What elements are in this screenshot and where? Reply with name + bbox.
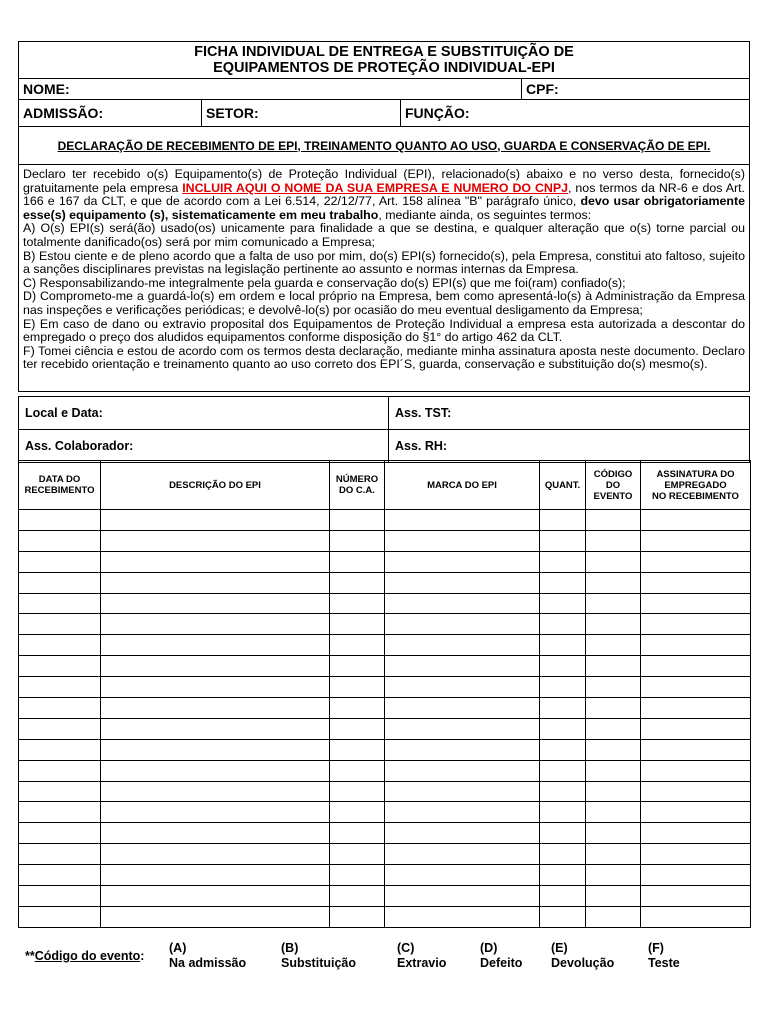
table-cell[interactable]: [540, 718, 586, 739]
table-row: [19, 635, 751, 656]
table-cell[interactable]: [385, 844, 540, 865]
header-line: NÚMERO: [335, 474, 379, 485]
table-cell[interactable]: [101, 844, 330, 865]
legend-code: (A): [169, 941, 187, 955]
intro-part-a: Declaro ter recebido o(s) Equipamento(s) de Proteção Individual (EPI), relacionado(s) abaixo e no verso desta, fornecido(s) gratuitamente pela empresa: [23, 167, 745, 195]
table-cell[interactable]: [586, 739, 641, 760]
term-e: E) Em caso de dano ou extravio proposital dos Equipamentos de Proteção Individual a empresa esta autorizada a descontar do empregado o preço dos aludidos equipamentos conforme disposição do §1° do artigo 462 da CLT.: [23, 316, 745, 345]
table-cell[interactable]: [586, 530, 641, 551]
table-cell[interactable]: [101, 656, 330, 677]
table-cell[interactable]: [101, 823, 330, 844]
table-cell[interactable]: [385, 635, 540, 656]
setor-field[interactable]: [202, 100, 401, 126]
header-line: DO C.A.: [339, 485, 375, 496]
table-cell[interactable]: [586, 635, 641, 656]
table-cell[interactable]: [641, 698, 751, 719]
header-marca: [385, 461, 540, 510]
table-cell[interactable]: [330, 865, 385, 886]
admissao-field[interactable]: [19, 100, 202, 126]
table-cell[interactable]: [330, 656, 385, 677]
legend-code: (D): [480, 941, 498, 955]
table-row: [19, 551, 751, 572]
table-cell[interactable]: [101, 886, 330, 907]
epi-form: [18, 41, 750, 392]
table-cell[interactable]: [540, 823, 586, 844]
table-cell[interactable]: [540, 530, 586, 551]
table-cell[interactable]: [330, 510, 385, 531]
table-cell[interactable]: [385, 886, 540, 907]
table-cell[interactable]: [586, 906, 641, 927]
table-row: [19, 739, 751, 760]
table-cell[interactable]: [330, 886, 385, 907]
table-cell[interactable]: [385, 906, 540, 927]
cpf-field[interactable]: [522, 79, 749, 99]
legend-item-e: [551, 941, 614, 971]
term-f: F) Tomei ciência e estou de acordo com os termos desta declaração, mediante minha assinatura aposta neste documento. Declaro ter recebido orientação e treinamento quanto ao uso correto dos EPI´S, guarda, conservação e substituição do(s) mesmo(s).: [23, 343, 745, 372]
table-row: [19, 510, 751, 531]
table-row: [19, 844, 751, 865]
table-cell[interactable]: [540, 635, 586, 656]
admissao-label: ADMISSÃO:: [23, 105, 104, 121]
table-cell[interactable]: [19, 739, 101, 760]
header-line: RECEBIMENTO: [24, 485, 95, 496]
table-cell[interactable]: [19, 886, 101, 907]
table-cell[interactable]: [641, 572, 751, 593]
legend-item-f: [648, 941, 680, 971]
table-cell[interactable]: [586, 510, 641, 531]
legend-text: Defeito: [480, 956, 523, 970]
table-cell[interactable]: [101, 865, 330, 886]
table-cell[interactable]: [586, 698, 641, 719]
setor-label: SETOR:: [206, 105, 259, 121]
header-data-recebimento: [19, 461, 101, 510]
table-cell[interactable]: [385, 530, 540, 551]
table-cell[interactable]: [19, 572, 101, 593]
table-cell[interactable]: [641, 593, 751, 614]
table-cell[interactable]: [586, 551, 641, 572]
table-cell[interactable]: [586, 844, 641, 865]
table-cell[interactable]: [101, 781, 330, 802]
table-cell[interactable]: [641, 823, 751, 844]
funcao-label: FUNÇÃO:: [405, 105, 470, 121]
table-cell[interactable]: [385, 781, 540, 802]
table-cell[interactable]: [540, 802, 586, 823]
declaration-intro: [23, 168, 745, 222]
table-cell[interactable]: [641, 886, 751, 907]
table-cell[interactable]: [540, 886, 586, 907]
table-row: [19, 698, 751, 719]
table-row: [19, 823, 751, 844]
legend-label: [25, 949, 144, 963]
table-cell[interactable]: [330, 635, 385, 656]
title-line-2: EQUIPAMENTOS DE PROTEÇÃO INDIVIDUAL-EPI: [213, 60, 555, 76]
table-cell[interactable]: [641, 718, 751, 739]
table-cell[interactable]: [101, 802, 330, 823]
table-row: [19, 906, 751, 927]
epi-table-body: [19, 510, 751, 928]
table-cell[interactable]: [385, 656, 540, 677]
table-cell[interactable]: [330, 530, 385, 551]
term-a: A) O(s) EPI(s) será(ão) usado(os) unicamente para finalidade a que se destina, e qualquer alteração que o(s) torne parcial ou totalmente danificado(os) será por mim comunicado a Empresa;: [23, 221, 745, 249]
table-cell[interactable]: [19, 781, 101, 802]
table-cell[interactable]: [540, 572, 586, 593]
table-row: [19, 781, 751, 802]
table-cell[interactable]: [101, 906, 330, 927]
table-cell[interactable]: [330, 844, 385, 865]
table-cell[interactable]: [641, 656, 751, 677]
table-cell[interactable]: [540, 593, 586, 614]
table-cell[interactable]: [641, 781, 751, 802]
table-cell[interactable]: [540, 844, 586, 865]
legend-text: Substituição: [281, 956, 357, 970]
table-cell[interactable]: [101, 551, 330, 572]
table-cell[interactable]: [641, 802, 751, 823]
table-row: [19, 802, 751, 823]
table-cell[interactable]: [330, 593, 385, 614]
table-cell[interactable]: [19, 614, 101, 635]
header-line: MARCA DO EPI: [427, 479, 497, 491]
header-line: EVENTO: [593, 490, 633, 502]
table-cell[interactable]: [385, 698, 540, 719]
ass-rh-label: Ass. RH:: [395, 439, 448, 453]
local-data-field[interactable]: [19, 397, 389, 430]
table-cell[interactable]: [101, 593, 330, 614]
table-cell[interactable]: [385, 614, 540, 635]
table-cell[interactable]: [385, 572, 540, 593]
term-d: D) Comprometo-me a guardá-lo(s) em ordem e local próprio na Empresa, bem como apresentá-lo(s) à Administração da Empresa nas inspeções e verificações periódicas; e devolvê-lo(s) por ocasião do meu eventual desligamento da Empresa;: [23, 289, 745, 317]
table-cell[interactable]: [586, 656, 641, 677]
table-cell[interactable]: [641, 865, 751, 886]
table-cell[interactable]: [385, 760, 540, 781]
table-cell[interactable]: [385, 823, 540, 844]
ass-tst-field[interactable]: [389, 397, 750, 430]
intro-part-b: , nos termos da NR-6 e dos Art. 166 e 167 da CLT, e que de acordo com a Lei 6.514, 22/12/77, Art. 158 alínea "B" parágrafo único,: [23, 180, 746, 209]
table-cell[interactable]: [385, 865, 540, 886]
legend-code: (F): [648, 941, 664, 955]
table-cell[interactable]: [101, 718, 330, 739]
table-row: [19, 656, 751, 677]
nome-field[interactable]: [19, 79, 522, 99]
epi-header-row: [19, 461, 751, 510]
table-cell[interactable]: [101, 530, 330, 551]
table-cell[interactable]: [586, 677, 641, 698]
term-b: B) Estou ciente e de pleno acordo que a falta de uso por mim, do(s) EPI(s) fornecido(s), pela Empresa, constitui ato faltoso, sujeito a sanções disciplinares previstas na legislação pertinente ao assunto e normas internas da Empresa.: [23, 248, 745, 277]
legend-code: (C): [397, 941, 415, 955]
table-cell[interactable]: [586, 572, 641, 593]
table-row: [19, 614, 751, 635]
legend-item-a: [169, 941, 246, 971]
table-cell[interactable]: [101, 572, 330, 593]
table-cell[interactable]: [641, 530, 751, 551]
table-cell[interactable]: [540, 906, 586, 927]
table-cell[interactable]: [101, 510, 330, 531]
legend-text: Na admissão: [169, 956, 247, 970]
table-cell[interactable]: [330, 572, 385, 593]
table-cell[interactable]: [330, 718, 385, 739]
legend-text: Teste: [648, 956, 680, 970]
title-line-1: FICHA INDIVIDUAL DE ENTREGA E SUBSTITUIÇÃO DE: [194, 44, 574, 60]
header-descricao: [101, 461, 330, 510]
table-cell[interactable]: [385, 718, 540, 739]
header-line: DATA DO: [38, 474, 81, 485]
table-cell[interactable]: [101, 614, 330, 635]
legend-text: Devolução: [551, 956, 615, 970]
table-cell[interactable]: [19, 906, 101, 927]
term-c: C) Responsabilizando-me integralmente pela guarda e conservação do(s) EPI(s) que me foi(ram) confiado(s);: [23, 275, 626, 290]
header-quant: [540, 461, 586, 510]
table-cell[interactable]: [586, 865, 641, 886]
table-cell[interactable]: [641, 510, 751, 531]
epi-table: [18, 460, 751, 928]
table-cell[interactable]: [586, 760, 641, 781]
table-cell[interactable]: [641, 635, 751, 656]
table-row: [19, 865, 751, 886]
table-cell[interactable]: [19, 677, 101, 698]
table-cell[interactable]: [586, 593, 641, 614]
table-cell[interactable]: [641, 551, 751, 572]
legend-item-d: [480, 941, 522, 971]
header-line: DESCRIÇÃO DO EPI: [169, 479, 261, 491]
ass-rh-field[interactable]: [389, 430, 750, 463]
table-cell[interactable]: [586, 802, 641, 823]
table-cell[interactable]: [385, 551, 540, 572]
legend-item-c: [397, 941, 446, 971]
table-cell[interactable]: [19, 718, 101, 739]
header-line: DO: [605, 479, 621, 491]
table-cell[interactable]: [330, 802, 385, 823]
company-placeholder: INCLUIR AQUI O NOME DA SUA EMPRESA E NUMERO DO CNPJ: [182, 180, 569, 195]
header-line: NO RECEBIMENTO: [652, 490, 739, 502]
legend-suffix: :: [140, 949, 145, 963]
header-line: QUANT.: [544, 479, 581, 491]
legend-item-b: [281, 941, 356, 971]
table-cell[interactable]: [330, 906, 385, 927]
table-cell[interactable]: [385, 510, 540, 531]
table-cell[interactable]: [540, 698, 586, 719]
ass-colaborador-field[interactable]: [19, 430, 389, 463]
table-row: [19, 760, 751, 781]
table-cell[interactable]: [19, 760, 101, 781]
table-cell[interactable]: [385, 739, 540, 760]
ass-colaborador-label: Ass. Colaborador:: [25, 439, 134, 453]
intro-part-c: , mediante ainda, os seguintes termos:: [378, 207, 592, 222]
nome-label: NOME:: [23, 81, 70, 97]
table-cell[interactable]: [540, 614, 586, 635]
table-cell[interactable]: [330, 551, 385, 572]
table-cell[interactable]: [330, 760, 385, 781]
header-assinatura: [641, 461, 751, 510]
table-cell[interactable]: [19, 844, 101, 865]
table-cell[interactable]: [19, 530, 101, 551]
table-cell[interactable]: [19, 510, 101, 531]
table-cell[interactable]: [330, 781, 385, 802]
table-cell[interactable]: [540, 865, 586, 886]
table-cell[interactable]: [385, 593, 540, 614]
local-data-label: Local e Data:: [25, 406, 103, 420]
funcao-field[interactable]: [401, 100, 749, 126]
ass-tst-label: Ass. TST:: [395, 406, 452, 420]
table-cell[interactable]: [19, 823, 101, 844]
declaration-title: DECLARAÇÃO DE RECEBIMENTO DE EPI, TREINAMENTO QUANTO AO USO, GUARDA E CONSERVAÇÃO DE EPI.: [18, 127, 750, 165]
table-cell[interactable]: [101, 677, 330, 698]
header-line: EMPREGADO: [664, 479, 727, 491]
table-cell[interactable]: [19, 656, 101, 677]
table-cell[interactable]: [641, 906, 751, 927]
table-row: [19, 886, 751, 907]
table-cell[interactable]: [586, 886, 641, 907]
table-cell[interactable]: [540, 677, 586, 698]
table-cell[interactable]: [330, 614, 385, 635]
table-cell[interactable]: [540, 656, 586, 677]
header-line: ASSINATURA DO: [656, 468, 735, 480]
table-row: [19, 572, 751, 593]
table-cell[interactable]: [540, 551, 586, 572]
table-cell[interactable]: [330, 677, 385, 698]
table-row: [19, 530, 751, 551]
legend-prefix: **: [25, 949, 35, 963]
table-cell[interactable]: [101, 760, 330, 781]
table-cell[interactable]: [19, 865, 101, 886]
name-row: [18, 79, 750, 100]
table-cell[interactable]: [330, 739, 385, 760]
table-cell[interactable]: [19, 698, 101, 719]
table-cell[interactable]: [101, 698, 330, 719]
table-cell[interactable]: [540, 781, 586, 802]
form-title: [18, 41, 750, 79]
legend-label-text: Código do evento: [34, 949, 141, 963]
table-cell[interactable]: [19, 551, 101, 572]
legend-code: (E): [551, 941, 568, 955]
table-cell[interactable]: [330, 698, 385, 719]
table-cell[interactable]: [385, 677, 540, 698]
table-cell[interactable]: [586, 614, 641, 635]
table-cell[interactable]: [19, 635, 101, 656]
event-code-legend: [25, 941, 745, 977]
table-cell[interactable]: [586, 718, 641, 739]
table-row: [19, 677, 751, 698]
table-cell[interactable]: [641, 614, 751, 635]
cpf-label: CPF:: [526, 81, 559, 97]
header-numero-ca: [330, 461, 385, 510]
table-cell[interactable]: [641, 760, 751, 781]
table-row: [19, 593, 751, 614]
table-cell[interactable]: [641, 844, 751, 865]
admission-row: [18, 100, 750, 127]
table-cell[interactable]: [641, 739, 751, 760]
legend-text: Extravio: [397, 956, 447, 970]
intro-bold: devo usar obrigatoriamente esse(s) equipamento (s), sistematicamente em meu trabalho: [23, 194, 746, 222]
table-cell[interactable]: [540, 760, 586, 781]
table-cell[interactable]: [19, 802, 101, 823]
declaration-text: [18, 165, 750, 392]
table-cell[interactable]: [586, 823, 641, 844]
header-codigo-evento: [586, 461, 641, 510]
table-row: [19, 718, 751, 739]
table-cell[interactable]: [540, 739, 586, 760]
table-cell[interactable]: [641, 677, 751, 698]
table-cell[interactable]: [540, 510, 586, 531]
table-cell[interactable]: [101, 635, 330, 656]
table-cell[interactable]: [19, 593, 101, 614]
table-cell[interactable]: [586, 781, 641, 802]
signature-table: [18, 396, 750, 463]
legend-code: (B): [281, 941, 299, 955]
table-cell[interactable]: [385, 802, 540, 823]
header-line: CÓDIGO: [593, 468, 633, 480]
table-cell[interactable]: [330, 823, 385, 844]
table-cell[interactable]: [101, 739, 330, 760]
